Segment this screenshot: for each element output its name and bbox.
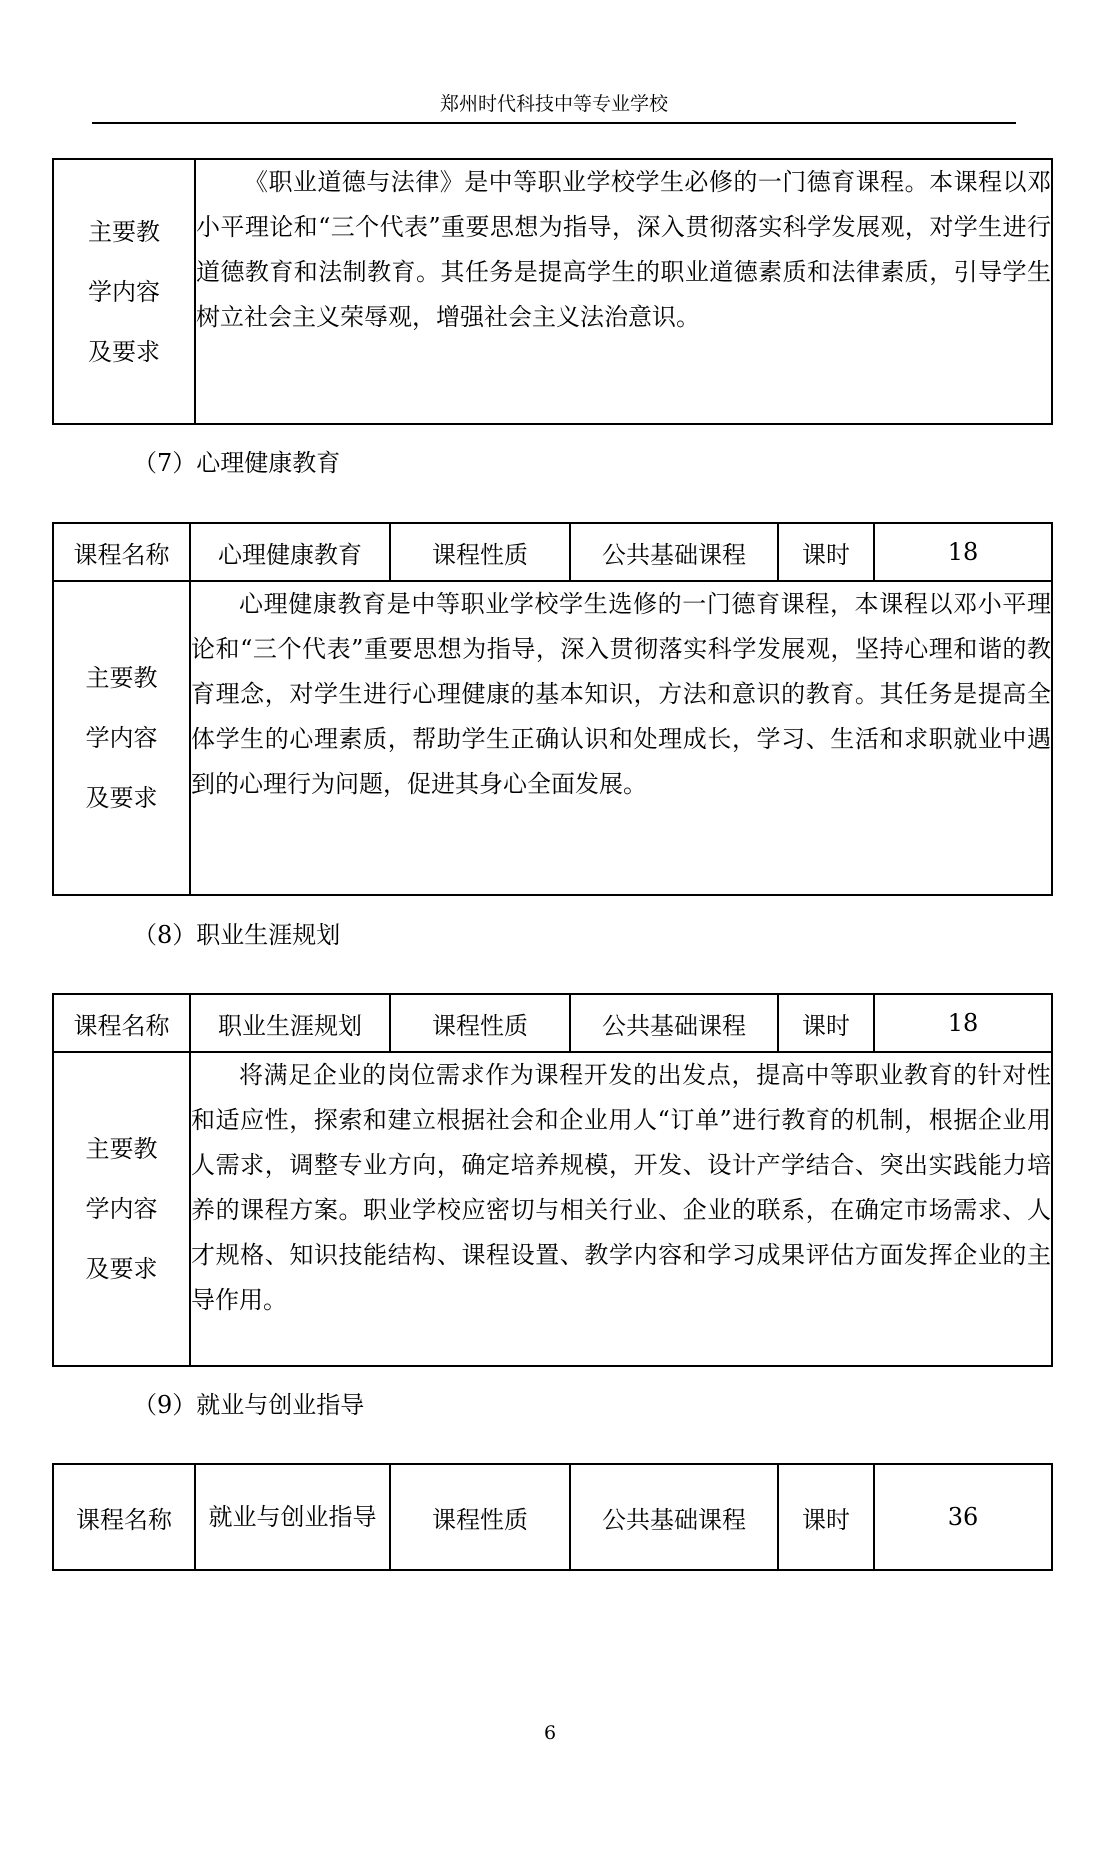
course-nature-label: 课程性质 <box>390 523 570 581</box>
requirements-label: 主要教学内容及要求 <box>53 1052 190 1366</box>
course-nature-label: 课程性质 <box>390 1464 570 1570</box>
course-nature-value: 公共基础课程 <box>570 523 778 581</box>
page-number: 6 <box>543 1722 557 1744</box>
course-name-value: 心理健康教育 <box>190 523 390 581</box>
page-header: 郑州时代科技中等专业学校 <box>439 93 668 115</box>
course-hours-value: 36 <box>874 1464 1052 1570</box>
course-nature-label: 课程性质 <box>390 994 570 1052</box>
course-hours-value: 18 <box>874 523 1052 581</box>
career-planning-course-table <box>52 993 1053 1367</box>
course-requirements-content: 《职业道德与法律》是中等职业学校学生必修的一门德育课程。本课程以邓小平理论和“三个代表”重要思想为指导，深入贯彻落实科学发展观，对学生进行道德教育和法制教育。其任务是提高学生的职业道德素质和法律素质，引导学生树立社会主义荣辱观，增强社会主义法治意识。 <box>195 159 1052 424</box>
requirements-label: 主要教学内容及要求 <box>53 581 190 895</box>
course-name-label: 课程名称 <box>53 523 190 581</box>
course-name-label: 课程名称 <box>53 1464 195 1570</box>
course-nature-value: 公共基础课程 <box>570 1464 778 1570</box>
employment-course-table <box>52 1463 1053 1571</box>
course-name-value: 职业生涯规划 <box>190 994 390 1052</box>
mental-health-course-table <box>52 522 1053 896</box>
course-name-label: 课程名称 <box>53 994 190 1052</box>
course-requirements-content: 将满足企业的岗位需求作为课程开发的出发点，提高中等职业教育的针对性和适应性，探索和建立根据社会和企业用人“订单”进行教育的机制，根据企业用人需求，调整专业方向，确定培养规模，开发、设计产学结合、突出实践能力培养的课程方案。职业学校应密切与相关行业、企业的联系，在确定市场需求、人才规格、知识技能结构、课程设置、教学内容和学习成果评估方面发挥企业的主导作用。 <box>190 1052 1052 1366</box>
section-heading-9: （9）就业与创业指导 <box>133 1391 365 1419</box>
section-heading-7: （7）心理健康教育 <box>133 449 341 477</box>
course-hours-label: 课时 <box>778 523 874 581</box>
section-heading-8: （8）职业生涯规划 <box>133 921 341 949</box>
course-requirements-content: 心理健康教育是中等职业学校学生选修的一门德育课程，本课程以邓小平理论和“三个代表”重要思想为指导，深入贯彻落实科学发展观，坚持心理和谐的教育理念，对学生进行心理健康的基本知识，方法和意识的教育。其任务是提高全体学生的心理素质，帮助学生正确认识和处理成长，学习、生活和求职就业中遇到的心理行为问题，促进其身心全面发展。 <box>190 581 1052 895</box>
course-nature-value: 公共基础课程 <box>570 994 778 1052</box>
course-hours-value: 18 <box>874 994 1052 1052</box>
course-name-value: 就业与创业指导 <box>195 1464 390 1570</box>
course-hours-label: 课时 <box>778 994 874 1052</box>
course-hours-label: 课时 <box>778 1464 874 1570</box>
requirements-label: 主要教学内容及要求 <box>53 159 195 424</box>
moral-law-course-table <box>52 158 1053 425</box>
header-rule <box>92 122 1016 124</box>
